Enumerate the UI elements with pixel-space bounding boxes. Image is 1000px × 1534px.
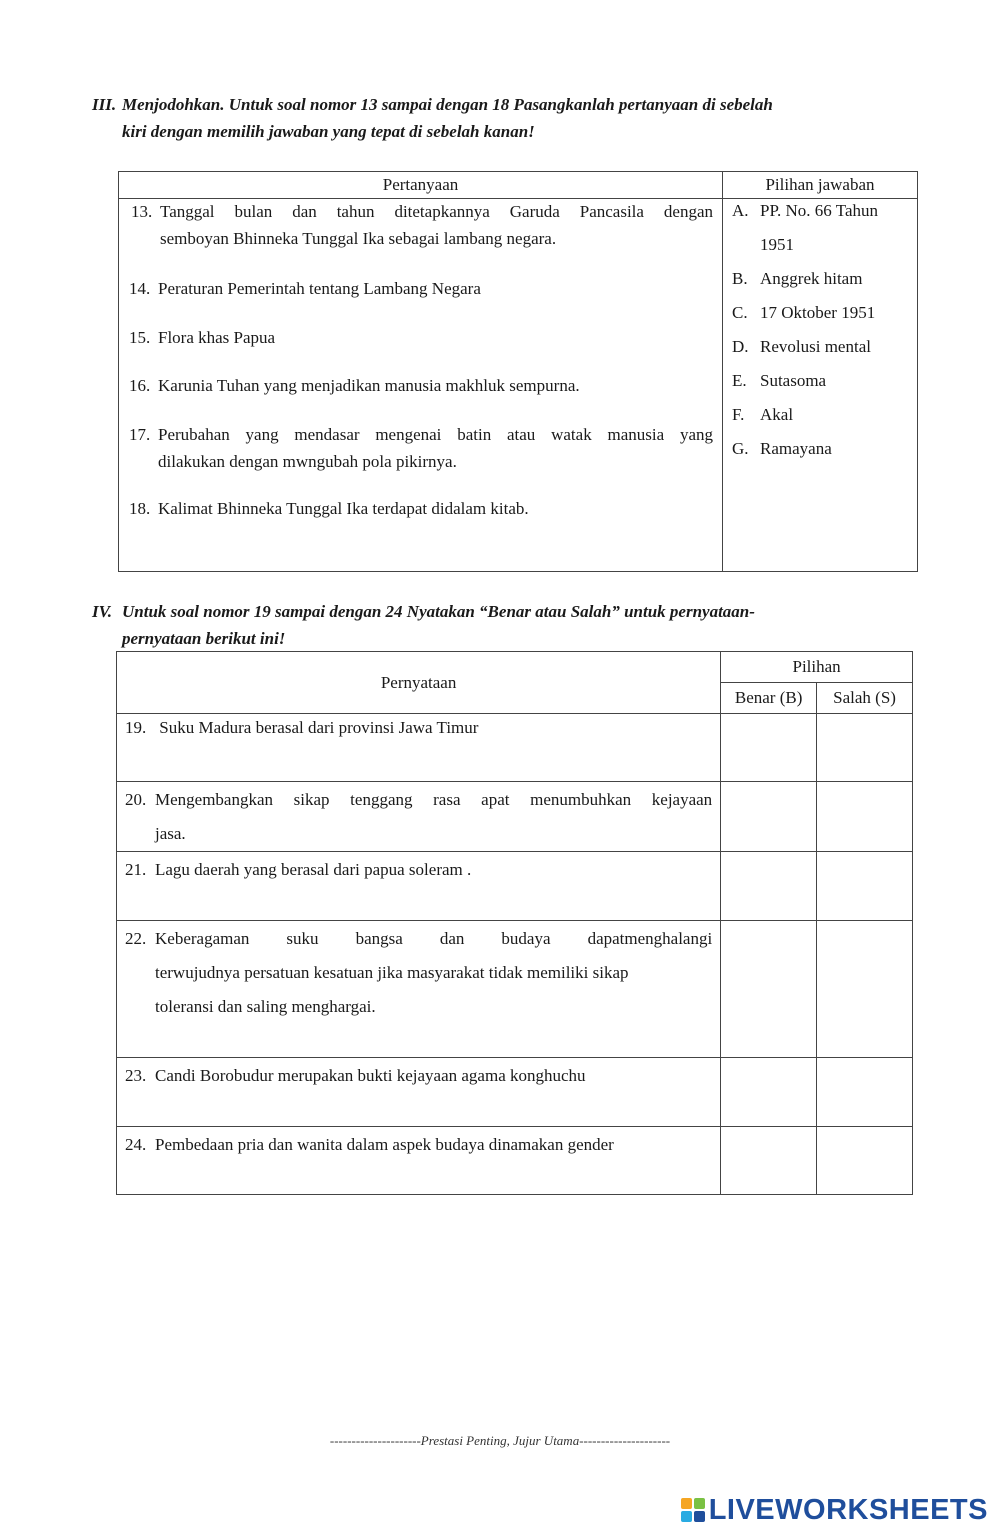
matching-table <box>118 171 918 572</box>
question-16 <box>129 372 713 399</box>
statement-number: 21. <box>125 860 147 879</box>
answer-text: Ramayana <box>760 439 832 458</box>
question-text: Perubahan yang mendasar mengenai batin atau watak manusia yang <box>158 425 713 444</box>
statement-row-21 <box>117 852 913 921</box>
statement-number: 24. <box>125 1135 147 1154</box>
answer-text: Revolusi mental <box>760 337 871 356</box>
question-text: Kalimat Bhinneka Tunggal Ika terdapat didalam kitab. <box>158 499 529 518</box>
header-false: Salah (S) <box>817 683 913 714</box>
true-cell-19[interactable] <box>721 714 817 782</box>
statement-row-19 <box>117 714 913 782</box>
question-15 <box>129 324 713 351</box>
true-cell-24[interactable] <box>721 1127 817 1195</box>
answer-text: Sutasoma <box>760 371 827 390</box>
question-number: 13. <box>131 202 153 221</box>
section-3-instruction <box>92 91 906 145</box>
answer-letter: C. <box>732 303 748 322</box>
true-cell-20[interactable] <box>721 782 817 852</box>
question-number: 16. <box>129 376 151 395</box>
statement-row-23 <box>117 1058 913 1127</box>
statement-text: Keberagaman suku bangsa dan budaya dapatmenghalangi <box>155 929 713 948</box>
answer-letter: D. <box>732 337 749 356</box>
answer-a-cont: 1951 <box>760 235 794 254</box>
logo-squares-icon <box>681 1498 705 1522</box>
answer-g <box>732 432 917 466</box>
section-3-instruction-line1: Menjodohkan. Untuk soal nomor 13 sampai dengan 18 Pasangkanlah pertanyaan di sebelah <box>122 95 773 114</box>
header-answers: Pilihan jawaban <box>722 172 918 199</box>
false-cell-23[interactable] <box>817 1058 913 1127</box>
false-cell-20[interactable] <box>817 782 913 852</box>
statement-text: Lagu daerah yang berasal dari papua soleram . <box>155 860 472 879</box>
answer-letter: B. <box>732 269 748 288</box>
true-false-table <box>116 651 913 1195</box>
question-17 <box>129 421 713 475</box>
answer-letter: A. <box>732 201 749 220</box>
statement-row-22 <box>117 921 913 1058</box>
statement-text-cont: terwujudnya persatuan kesatuan jika masyarakat tidak memiliki sikap <box>155 963 629 982</box>
statement-number: 23. <box>125 1066 147 1085</box>
section-3-instruction-line2: kiri dengan memilih jawaban yang tepat di sebelah kanan! <box>122 122 535 141</box>
section-4-instruction-line1: Untuk soal nomor 19 sampai dengan 24 Nyatakan “Benar atau Salah” untuk pernyataan- <box>122 602 755 621</box>
question-text-cont: semboyan Bhinneka Tunggal Ika sebagai lambang negara. <box>160 229 557 248</box>
answer-text: 17 Oktober 1951 <box>760 303 876 322</box>
section-4-instruction <box>92 598 906 652</box>
question-number: 18. <box>129 499 151 518</box>
answer-text: Akal <box>760 405 794 424</box>
statement-number: 22. <box>125 929 147 948</box>
false-cell-21[interactable] <box>817 852 913 921</box>
false-cell-24[interactable] <box>817 1127 913 1195</box>
header-statement: Pernyataan <box>117 652 721 714</box>
question-13 <box>131 198 713 252</box>
section-4-instruction-line2: pernyataan berikut ini! <box>122 629 286 648</box>
answer-text: Anggrek hitam <box>760 269 863 288</box>
statement-text: Pembedaan pria dan wanita dalam aspek budaya dinamakan gender <box>155 1135 614 1154</box>
question-text-cont: dilakukan dengan mwngubah pola pikirnya. <box>158 452 457 471</box>
answer-letter: G. <box>732 439 749 458</box>
question-text: Peraturan Pemerintah tentang Lambang Negara <box>158 279 481 298</box>
statement-number: 19. <box>125 718 147 737</box>
answer-f <box>732 398 917 432</box>
statement-number: 20. <box>125 790 147 809</box>
statement-text: Candi Borobudur merupakan bukti kejayaan agama konghuchu <box>155 1066 586 1085</box>
section-3-number: III. <box>92 95 117 114</box>
statement-text-cont: jasa. <box>155 824 186 843</box>
section-4-number: IV. <box>92 602 113 621</box>
true-cell-22[interactable] <box>721 921 817 1058</box>
false-cell-22[interactable] <box>817 921 913 1058</box>
true-cell-21[interactable] <box>721 852 817 921</box>
question-14 <box>129 275 713 302</box>
statement-text-cont-2: toleransi dan saling menghargai. <box>155 997 376 1016</box>
answer-e <box>732 364 917 398</box>
answer-letter: F. <box>732 405 745 424</box>
answer-letter: E. <box>732 371 747 390</box>
question-text: Flora khas Papua <box>158 328 276 347</box>
statement-row-20 <box>117 782 913 852</box>
true-cell-23[interactable] <box>721 1058 817 1127</box>
question-text: Karunia Tuhan yang menjadikan manusia makhluk sempurna. <box>158 376 580 395</box>
answer-d <box>732 330 917 364</box>
statement-text: Suku Madura berasal dari provinsi Jawa Timur <box>155 718 479 737</box>
question-text: Tanggal bulan dan tahun ditetapkannya Garuda Pancasila dengan <box>160 202 713 221</box>
header-true: Benar (B) <box>721 683 817 714</box>
question-18 <box>129 495 713 522</box>
statement-text: Mengembangkan sikap tenggang rasa apat menumbuhkan kejayaan <box>155 790 713 809</box>
question-number: 15. <box>129 328 151 347</box>
answer-c <box>732 296 917 330</box>
brand-name: LIVEWORKSHEETS <box>708 1493 988 1526</box>
liveworksheets-logo <box>681 1493 988 1527</box>
column-divider <box>722 198 723 571</box>
answer-a <box>732 194 917 228</box>
answer-b <box>732 262 917 296</box>
question-number: 17. <box>129 425 151 444</box>
header-questions: Pertanyaan <box>119 172 723 199</box>
answer-text: PP. No. 66 Tahun <box>760 201 878 220</box>
question-number: 14. <box>129 279 151 298</box>
footer-motto: ---------------------Prestasi Penting, Jujur Utama--------------------- <box>329 1433 671 1448</box>
header-choice: Pilihan <box>721 652 913 683</box>
statement-row-24 <box>117 1127 913 1195</box>
false-cell-19[interactable] <box>817 714 913 782</box>
